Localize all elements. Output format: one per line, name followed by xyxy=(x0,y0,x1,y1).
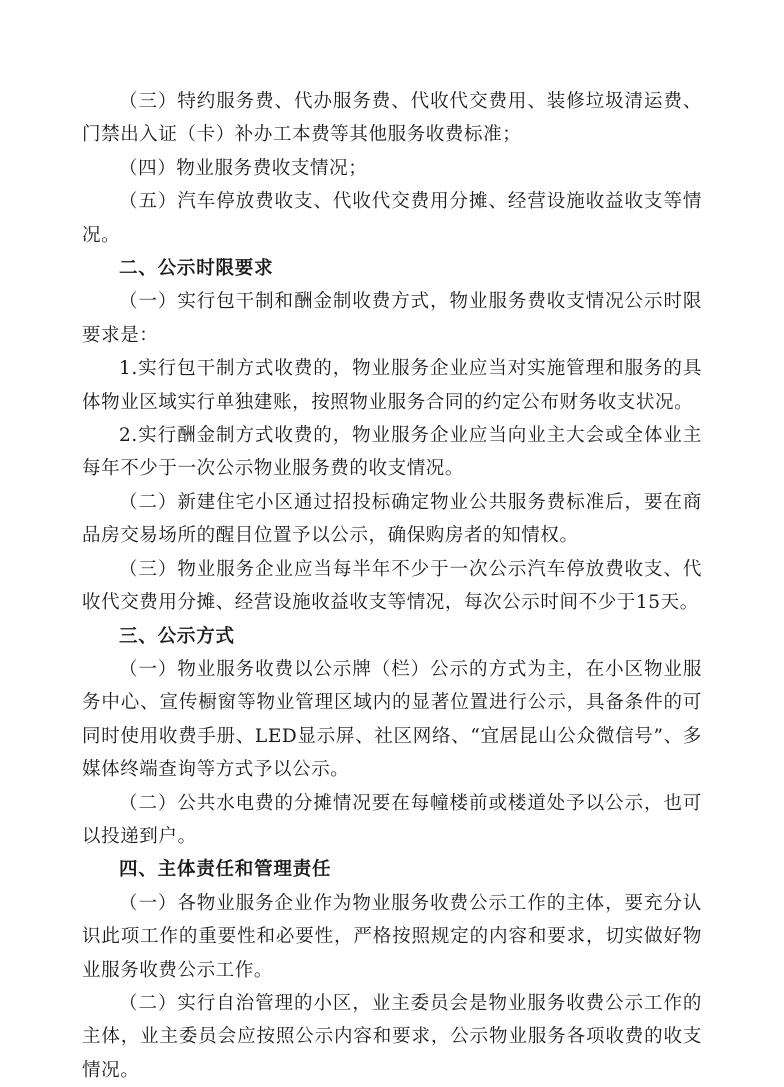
paragraph-new-residential: （二）新建住宅小区通过招投标确定物业公共服务费标准后，要在商品房交易场所的醒目位置予以公示，确保购房者的知情权。 xyxy=(82,491,702,547)
paragraph-utility-allocation: （二）公共水电费的分摊情况要在每幢楼前或楼道处予以公示，也可以投递到户。 xyxy=(82,792,702,847)
paragraph-lump-sum-system: 1.实行包干制方式收费的，物业服务企业应当对实施管理和服务的具体物业区域实行单独建账，按照物业服务合同的约定公布财务收支状况。 xyxy=(82,358,702,413)
document-page xyxy=(82,85,702,1087)
paragraph-notice-board: （一）物业服务收费以公示牌（栏）公示的方式为主，在小区物业服务中心、宣传橱窗等物业管理区域内的显著位置进行公示，具备条件的可同时使用收费手册、LED显示屏、社区网络、“宜居昆山公众微信号”、多媒体终端查询等方式予以公示。 xyxy=(82,658,702,781)
paragraph-commission-system: 2.实行酬金制方式收费的，物业服务企业应当向业主大会或全体业主每年不少于一次公示物业服务费的收支情况。 xyxy=(82,425,702,480)
paragraph-special-service-fees: （三）特约服务费、代办服务费、代收代交费用、装修垃圾清运费、门禁出入证（卡）补办工本费等其他服务收费标准； xyxy=(82,91,702,146)
paragraph-time-limit-intro: （一）实行包干制和酬金制收费方式，物业服务费收支情况公示时限要求是： xyxy=(82,291,702,346)
paragraph-owners-committee: （二）实行自治管理的小区，业主委员会是物业服务收费公示工作的主体，业主委员会应按照公示内容和要求，公示物业服务各项收费的收支情况。 xyxy=(82,992,702,1081)
section-heading-responsibility: 四、主体责任和管理责任 xyxy=(119,859,332,881)
paragraph-half-year-disclosure: （三）物业服务企业应当每半年不少于一次公示汽车停放费收支、代收代交费用分摊、经营设施收益收支等情况，每次公示时间不少于15天。 xyxy=(82,558,702,614)
paragraph-parking-fee-income: （五）汽车停放费收支、代收代交费用分摊、经营设施收益收支等情况。 xyxy=(82,191,702,246)
paragraph-enterprise-responsibility: （一）各物业服务企业作为物业服务收费公示工作的主体，要充分认识此项工作的重要性和必要性，严格按照规定的内容和要求，切实做好物业服务收费公示工作。 xyxy=(82,892,702,981)
section-heading-disclosure-method: 三、公示方式 xyxy=(119,625,235,647)
paragraph-service-fee-income: （四）物业服务费收支情况； xyxy=(119,157,368,179)
section-heading-time-limit: 二、公示时限要求 xyxy=(119,258,274,280)
